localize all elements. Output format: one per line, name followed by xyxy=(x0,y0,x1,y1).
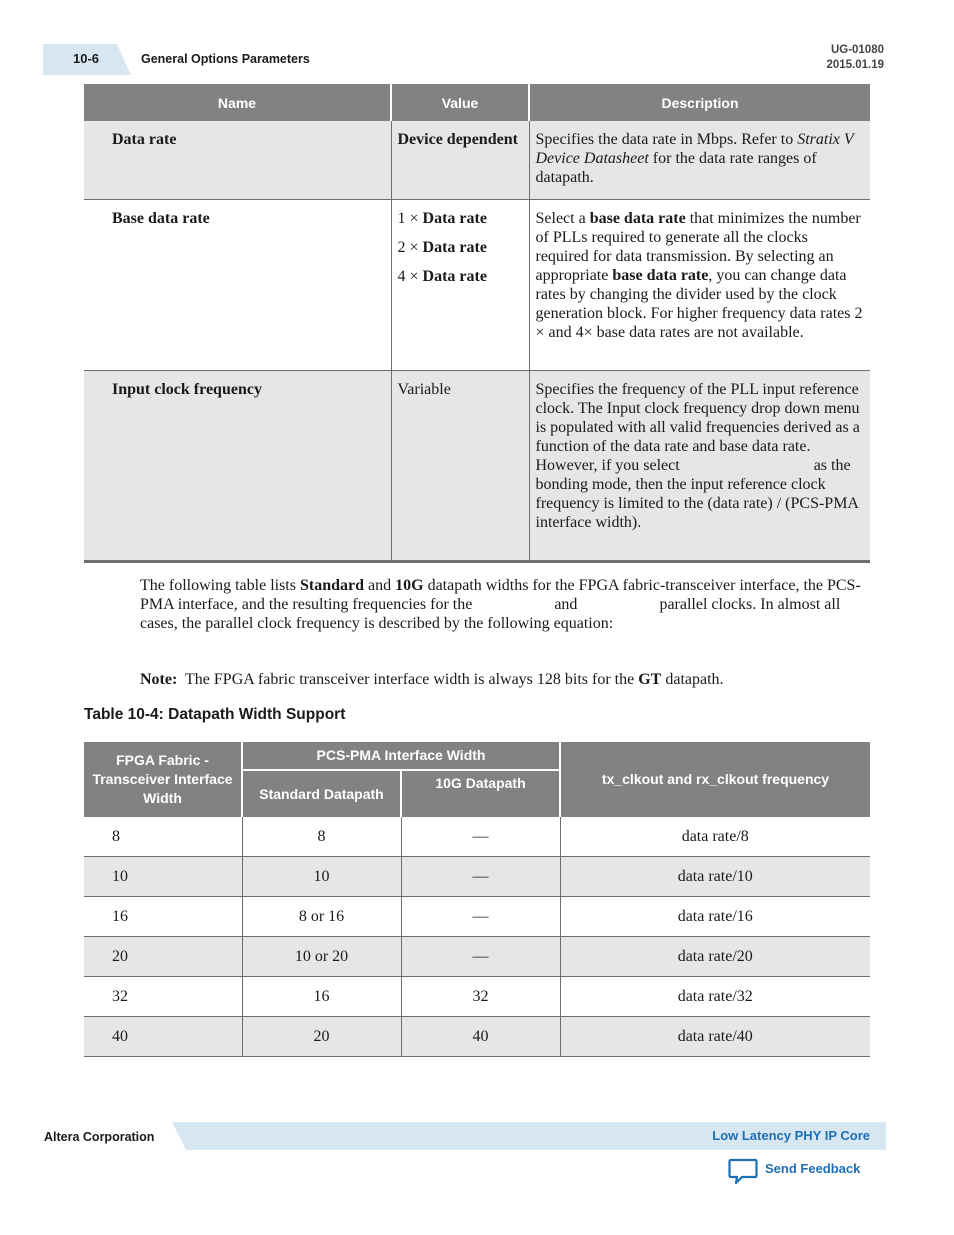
clkout-frequency-cell: data rate/20 xyxy=(560,937,870,977)
clkout-frequency-cell: data rate/32 xyxy=(560,977,870,1017)
fabric-width-cell: 40 xyxy=(84,1017,242,1057)
param-name: Input clock frequency xyxy=(84,370,391,561)
params-table xyxy=(84,84,870,563)
fabric-width-cell: 8 xyxy=(84,817,242,857)
intro-paragraph: The following table lists Standard and 10G datapath widths for the FPGA fabric-transceiver interface, the PCS-PMA interface, and the resulting frequencies for the and parallel clocks. In almost all cases, the parallel clock frequency is described by the following equation: xyxy=(140,577,861,632)
col-header-10g-datapath: 10G Datapath xyxy=(401,770,560,817)
standard-datapath-cell: 10 or 20 xyxy=(242,937,401,977)
col-header-pcs-pma-width: PCS-PMA Interface Width xyxy=(242,742,560,770)
col-header-fabric-width: FPGA Fabric - Transceiver Interface Width xyxy=(84,742,242,817)
table-row xyxy=(84,817,870,857)
send-feedback-link[interactable]: Send Feedback xyxy=(765,1161,861,1176)
10g-datapath-cell: — xyxy=(401,857,560,897)
table-row xyxy=(84,937,870,977)
table-row xyxy=(84,199,870,370)
section-title: General Options Parameters xyxy=(141,52,310,66)
table-row xyxy=(84,897,870,937)
param-description: Specifies the frequency of the PLL input reference clock. The Input clock frequency drop down menu is populated with all valid frequencies derived as a function of the data rate and base data rate. However, if you select as the bonding mode, then the input reference clock frequency is limited to the (data rate) / (PCS-PMA interface width). xyxy=(529,370,870,561)
value-option: 2 × Data rate xyxy=(397,238,487,256)
10g-datapath-cell: — xyxy=(401,817,560,857)
col-header-description: Description xyxy=(529,84,870,121)
datapath-width-table xyxy=(84,742,870,1057)
10g-datapath-cell: — xyxy=(401,897,560,937)
param-value: Device dependent xyxy=(391,121,529,199)
fabric-width-cell: 16 xyxy=(84,897,242,937)
col-header-clkout-frequency: tx_clkout and rx_clkout frequency xyxy=(560,742,870,817)
param-description: Select a base data rate that minimizes the number of PLLs required to generate all the clocks required for data transmission. By selecting an appropriate base data rate, you can change data rates by changing the divider used by the clock generation block. For higher frequency data rates 2 × and 4× base data rates are not available. xyxy=(529,199,870,370)
clkout-frequency-cell: data rate/10 xyxy=(560,857,870,897)
standard-datapath-cell: 8 or 16 xyxy=(242,897,401,937)
doc-info xyxy=(826,43,884,73)
table-row xyxy=(84,370,870,561)
fabric-width-cell: 10 xyxy=(84,857,242,897)
speech-bubble-icon[interactable] xyxy=(728,1158,758,1191)
col-header-standard-datapath: Standard Datapath xyxy=(242,770,401,817)
params-header-row xyxy=(84,84,870,121)
table-row xyxy=(84,121,870,199)
10g-datapath-cell: 40 xyxy=(401,1017,560,1057)
param-name: Base data rate xyxy=(112,209,210,227)
col-header-value: Value xyxy=(391,84,529,121)
table-row xyxy=(84,857,870,897)
standard-datapath-cell: 8 xyxy=(242,817,401,857)
standard-datapath-cell: 10 xyxy=(242,857,401,897)
note-label: Note: xyxy=(140,671,178,688)
clkout-frequency-cell: data rate/16 xyxy=(560,897,870,937)
param-name: Data rate xyxy=(84,121,391,199)
10g-datapath-cell: 32 xyxy=(401,977,560,1017)
param-value xyxy=(391,199,529,370)
note: Note: The FPGA fabric transceiver interface width is always 128 bits for the GT datapath. xyxy=(140,671,724,688)
param-value: Variable xyxy=(391,370,529,561)
value-option: 1 × Data rate xyxy=(397,209,487,227)
10g-datapath-cell: — xyxy=(401,937,560,977)
page-number: 10-6 xyxy=(73,51,100,66)
clkout-frequency-cell: data rate/8 xyxy=(560,817,870,857)
doc-id: UG-01080 xyxy=(830,44,884,56)
table-row xyxy=(84,977,870,1017)
company-name: Altera Corporation xyxy=(44,1130,155,1144)
fabric-width-cell: 20 xyxy=(84,937,242,977)
table-row xyxy=(84,1017,870,1057)
width-header-row xyxy=(84,742,870,770)
clkout-frequency-cell: data rate/40 xyxy=(560,1017,870,1057)
value-option: 4 × Data rate xyxy=(397,267,487,285)
doc-title-link[interactable]: Low Latency PHY IP Core xyxy=(712,1128,870,1143)
table-caption: Table 10-4: Datapath Width Support xyxy=(84,706,346,723)
doc-date: 2015.01.19 xyxy=(826,59,884,71)
fabric-width-cell: 32 xyxy=(84,977,242,1017)
col-header-name: Name xyxy=(84,84,391,121)
param-description: Specifies the data rate in Mbps. Refer to Stratix V Device Datasheet for the data rate ranges of datapath. xyxy=(529,121,870,199)
standard-datapath-cell: 16 xyxy=(242,977,401,1017)
standard-datapath-cell: 20 xyxy=(242,1017,401,1057)
